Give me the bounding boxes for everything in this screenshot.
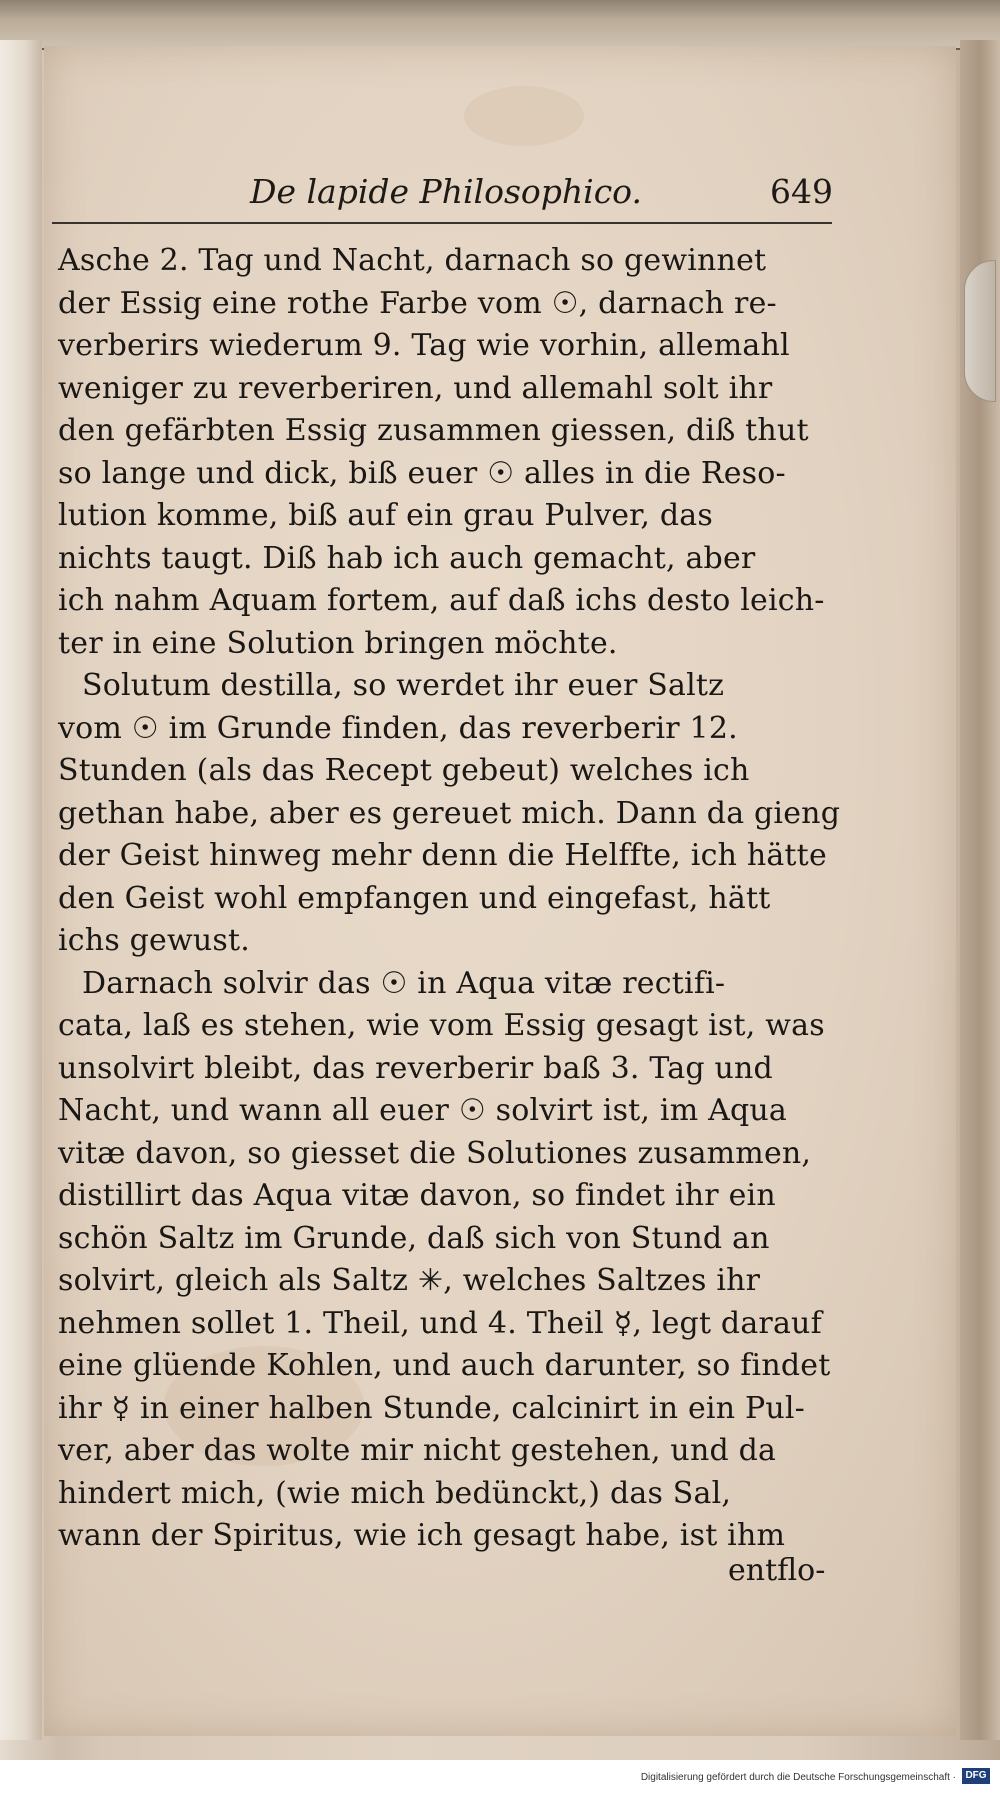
digitization-credit: Digitalisierung gefördert durch die Deutsche Forschungsgemeinschaft ·	[640, 1772, 956, 1783]
text-line: ter in eine Solution bringen möchte.	[58, 625, 618, 661]
text-line: hindert mich, (wie mich bedünckt,) das Sal,	[58, 1475, 732, 1511]
text-line: verberirs wiederum 9. Tag wie vorhin, allemahl	[58, 328, 790, 363]
paragraph-start-line: Solutum destilla, so werdet ihr euer Saltz	[82, 668, 725, 703]
clip-tab	[964, 260, 996, 402]
text-line: wann der Spiritus, wie ich gesagt habe, ist ihm	[58, 1518, 786, 1553]
text-line: ichs gewust.	[58, 923, 250, 958]
running-title: De lapide Philosophico.	[250, 172, 642, 211]
text-line: gethan habe, aber es gereuet mich. Dann da gieng	[58, 795, 841, 831]
text-line: den Geist wohl empfangen und eingefast, hätt	[58, 880, 771, 916]
text-line: distillirt das Aqua vitæ davon, so findet ihr ein	[58, 1178, 776, 1213]
text-line: lution komme, biß auf ein grau Pulver, das	[58, 498, 713, 533]
text-line: den gefärbten Essig zusammen giessen, diß thut	[58, 413, 809, 448]
text-line: cata, laß es stehen, wie vom Essig gesagt ist, was	[58, 1008, 825, 1043]
text-line: nichts taugt. Diß hab ich auch gemacht, aber	[58, 540, 756, 576]
dfg-logo: DFG	[962, 1768, 990, 1784]
paragraph-start-line: Darnach solvir das ☉ in Aqua vitæ rectifi-	[82, 965, 726, 1001]
text-line: vom ☉ im Grunde finden, das reverberir 12.	[58, 710, 738, 746]
text-line: Nacht, und wann all euer ☉ solvirt ist, im Aqua	[58, 1093, 787, 1128]
text-line: nehmen sollet 1. Theil, und 4. Theil ☿, legt darauf	[58, 1305, 822, 1341]
left-page-edge	[0, 40, 42, 1740]
text-line: weniger zu reverberiren, und allemahl solt ihr	[58, 370, 773, 406]
text-line: solvirt, gleich als Saltz ✳, welches Saltzes ihr	[58, 1263, 761, 1298]
catchword: entflo-	[728, 1553, 826, 1588]
text-line: so lange und dick, biß euer ☉ alles in die Reso-	[58, 455, 786, 491]
page-number: 649	[770, 172, 833, 211]
text-line: der Essig eine rothe Farbe vom ☉, darnach re-	[58, 285, 777, 321]
text-line: Asche 2. Tag und Nacht, darnach so gewinnet	[58, 243, 767, 278]
text-line: ihr ☿ in einer halben Stunde, calcinirt in ein Pul-	[58, 1390, 806, 1426]
body-text	[58, 240, 848, 1558]
text-line: vitæ davon, so giesset die Solutiones zusammen,	[58, 1135, 812, 1171]
text-line: Stunden (als das Recept gebeut) welches ich	[58, 753, 750, 788]
book-binding-top	[0, 0, 1000, 50]
text-line: eine glüende Kohlen, und auch darunter, so findet	[58, 1348, 831, 1383]
text-line: ich nahm Aquam fortem, auf daß ichs desto leich-	[58, 583, 825, 618]
text-line: der Geist hinweg mehr denn die Helffte, ich hätte	[58, 838, 827, 873]
paper-stain	[464, 86, 584, 146]
text-line: unsolvirt bleibt, das reverberir baß 3. Tag und	[58, 1050, 773, 1086]
header-rule	[52, 222, 832, 224]
text-line: schön Saltz im Grunde, daß sich von Stund an	[58, 1220, 770, 1256]
text-line: ver, aber das wolte mir nicht gestehen, und da	[58, 1433, 777, 1468]
